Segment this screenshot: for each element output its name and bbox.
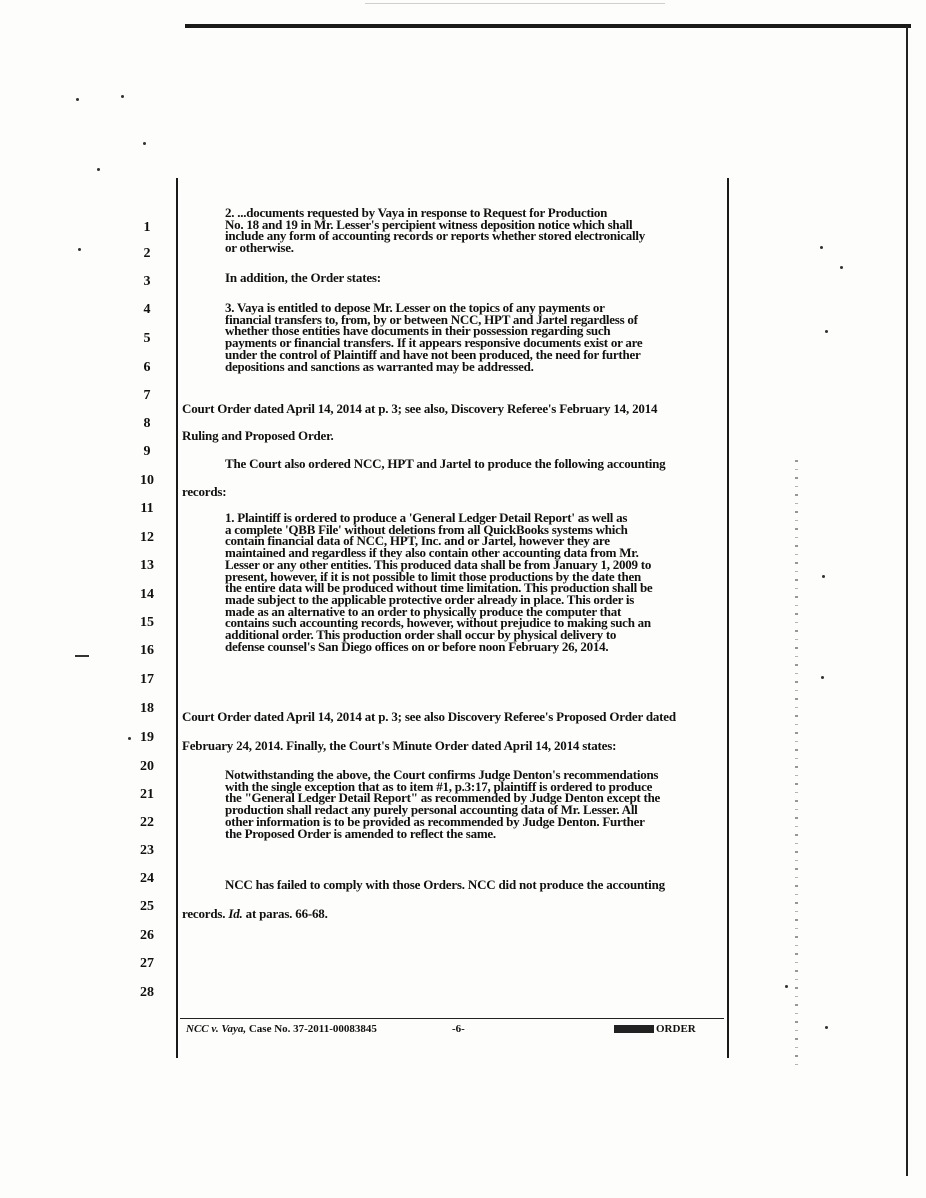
- line-number: 16: [140, 643, 154, 658]
- footer-page-number: -6-: [452, 1023, 465, 1035]
- line-number: 27: [140, 956, 154, 971]
- quote-deposition: [225, 302, 642, 372]
- quote-line: financial transfers to, from, by or between NCC, HPT and Jartel regardless of: [225, 311, 638, 327]
- quote-line: the entire data will be produced without time limitation. This production shall be: [225, 580, 653, 596]
- case-name: NCC v. Vaya,: [186, 1023, 247, 1035]
- line-number: 20: [140, 759, 154, 774]
- quote-ledger-order: [225, 512, 652, 652]
- line-number: 21: [140, 787, 154, 802]
- quote-line: contains such accounting records, however, without prejudice to making such an: [225, 615, 651, 631]
- quote-line: made subject to the applicable protective order already in place. This order is: [225, 591, 635, 607]
- right-margin-rule: [727, 178, 729, 1058]
- scan-speck: [97, 168, 100, 171]
- quote-line: the Proposed Order is amended to reflect the same.: [225, 825, 496, 841]
- quote-line: the "General Ledger Detail Report" as recommended by Judge Denton except the: [225, 790, 661, 806]
- scan-speck: [821, 676, 824, 679]
- line-number: 6: [143, 360, 151, 375]
- quote-line: whether those entities have documents in their possession regarding such: [225, 323, 611, 339]
- quote-line: production shall redact any purely personal accounting data of Mr. Lesser. All: [225, 802, 638, 818]
- scan-speck: [143, 142, 146, 145]
- quote-line: made as an alternative to an order to physically produce the computer that: [225, 603, 622, 619]
- quote-line: 3. Vaya is entitled to depose Mr. Lesser on the topics of any payments or: [225, 300, 605, 315]
- line-number: 13: [140, 558, 154, 573]
- line-number: 1: [143, 220, 151, 235]
- scan-right-edge: [906, 26, 908, 1176]
- scan-speck: [825, 330, 828, 333]
- line-number: 9: [143, 444, 151, 459]
- quote-production-request: [225, 207, 645, 254]
- line-number: 10: [140, 473, 154, 488]
- line-number: 3: [143, 274, 151, 289]
- scan-speck: [121, 95, 124, 98]
- quote-line: payments or financial transfers. If it appears responsive documents exist or are: [225, 335, 643, 351]
- body-line: The Court also ordered NCC, HPT and Jartel to produce the following accounting: [225, 456, 666, 471]
- quote-line: contain financial data of NCC, HPT, Inc. and or Jartel, however they are: [225, 533, 610, 549]
- quote-line: depositions and sanctions as warranted may be addressed.: [225, 358, 534, 374]
- records-text: records.: [182, 906, 226, 921]
- quote-line: defense counsel's San Diego offices on or before noon February 26, 2014.: [225, 638, 609, 654]
- scan-dash: [75, 655, 89, 657]
- line-number: 26: [140, 928, 154, 943]
- left-margin-rule: [176, 178, 178, 1058]
- scan-speck: [825, 1026, 828, 1029]
- scan-speck: [822, 575, 825, 578]
- redaction-bar: [614, 1025, 654, 1033]
- scan-top-rule: [185, 24, 911, 28]
- quote-line: other information is to be provided as recommended by Judge Denton. Further: [225, 813, 645, 829]
- quote-line: 2. ...documents requested by Vaya in response to Request for Production: [225, 205, 608, 220]
- case-number: Case No. 37-2011-00083845: [246, 1023, 377, 1035]
- line-number: 15: [140, 615, 154, 630]
- quote-line: include any form of accounting records or reports whether stored electronically: [225, 228, 646, 244]
- citation-line: Court Order dated April 14, 2014 at p. 3; see also Discovery Referee's Proposed Order dated: [182, 709, 676, 724]
- line-number: 11: [140, 501, 154, 516]
- citation-line: Court Order dated April 14, 2014 at p. 3; see also, Discovery Referee's February 14, 2014: [182, 401, 658, 416]
- scan-speck: [78, 248, 81, 251]
- quote-line: No. 18 and 19 in Mr. Lesser's percipient witness deposition notice which shall: [225, 216, 633, 232]
- line-number: 7: [143, 388, 151, 403]
- line-number: 5: [143, 331, 151, 346]
- line-number: 12: [140, 530, 154, 545]
- quote-line: Lesser or any other entities. This produced data shall be from January 1, 2009 to: [225, 556, 652, 572]
- paras-text: at paras. 66-68.: [245, 906, 328, 921]
- quote-line: under the control of Plaintiff and have not been produced, the need for further: [225, 346, 641, 362]
- line-number: 8: [143, 416, 151, 431]
- footer-title: [614, 1023, 696, 1035]
- footer-title-text: ORDER: [656, 1023, 696, 1035]
- line-number: 19: [140, 730, 154, 745]
- line-number: 23: [140, 843, 154, 858]
- line-number: 4: [143, 302, 151, 317]
- quote-line: maintained and regardless if they also contain other accounting data from Mr.: [225, 545, 639, 561]
- quote-line: present, however, if it is not possible to limit those productions by the date then: [225, 568, 641, 584]
- scan-top-faint-line: [365, 3, 665, 4]
- quote-line: or otherwise.: [225, 240, 294, 256]
- line-number: 22: [140, 815, 154, 830]
- line-number: 25: [140, 899, 154, 914]
- scan-speck: [76, 98, 79, 101]
- scan-speck: [840, 266, 843, 269]
- quote-minute-order: [225, 769, 660, 839]
- id-citation: Id.: [228, 906, 243, 921]
- footer-case: [186, 1023, 377, 1035]
- scan-speck: [820, 246, 823, 249]
- line-number: 14: [140, 587, 154, 602]
- footer-rule: [180, 1018, 724, 1019]
- quote-line: with the single exception that as to item #1, p.3:17, plaintiff is ordered to produce: [225, 778, 653, 794]
- body-line: NCC has failed to comply with those Orders. NCC did not produce the accounting: [225, 877, 665, 892]
- body-line: [182, 908, 328, 920]
- in-addition-text: In addition, the Order states:: [225, 270, 381, 285]
- quote-line: 1. Plaintiff is ordered to produce a 'General Ledger Detail Report' as well as: [225, 510, 628, 525]
- line-number: 18: [140, 701, 154, 716]
- scan-speck: [785, 985, 788, 988]
- quote-line: a complete 'QBB File' without deletions from all QuickBooks systems which: [225, 521, 628, 537]
- citation-line: February 24, 2014. Finally, the Court's Minute Order dated April 14, 2014 states:: [182, 738, 617, 753]
- quote-line: additional order. This production order shall occur by physical delivery to: [225, 627, 617, 643]
- scan-speck: [128, 737, 131, 740]
- line-number: 24: [140, 871, 154, 886]
- body-line: records:: [182, 484, 227, 499]
- citation-line: Ruling and Proposed Order.: [182, 428, 334, 443]
- line-number: 28: [140, 985, 154, 1000]
- line-number: 17: [140, 672, 154, 687]
- line-number: 2: [143, 246, 151, 261]
- quote-line: Notwithstanding the above, the Court confirms Judge Denton's recommendations: [225, 767, 659, 782]
- scan-speck-strip: [795, 460, 798, 1070]
